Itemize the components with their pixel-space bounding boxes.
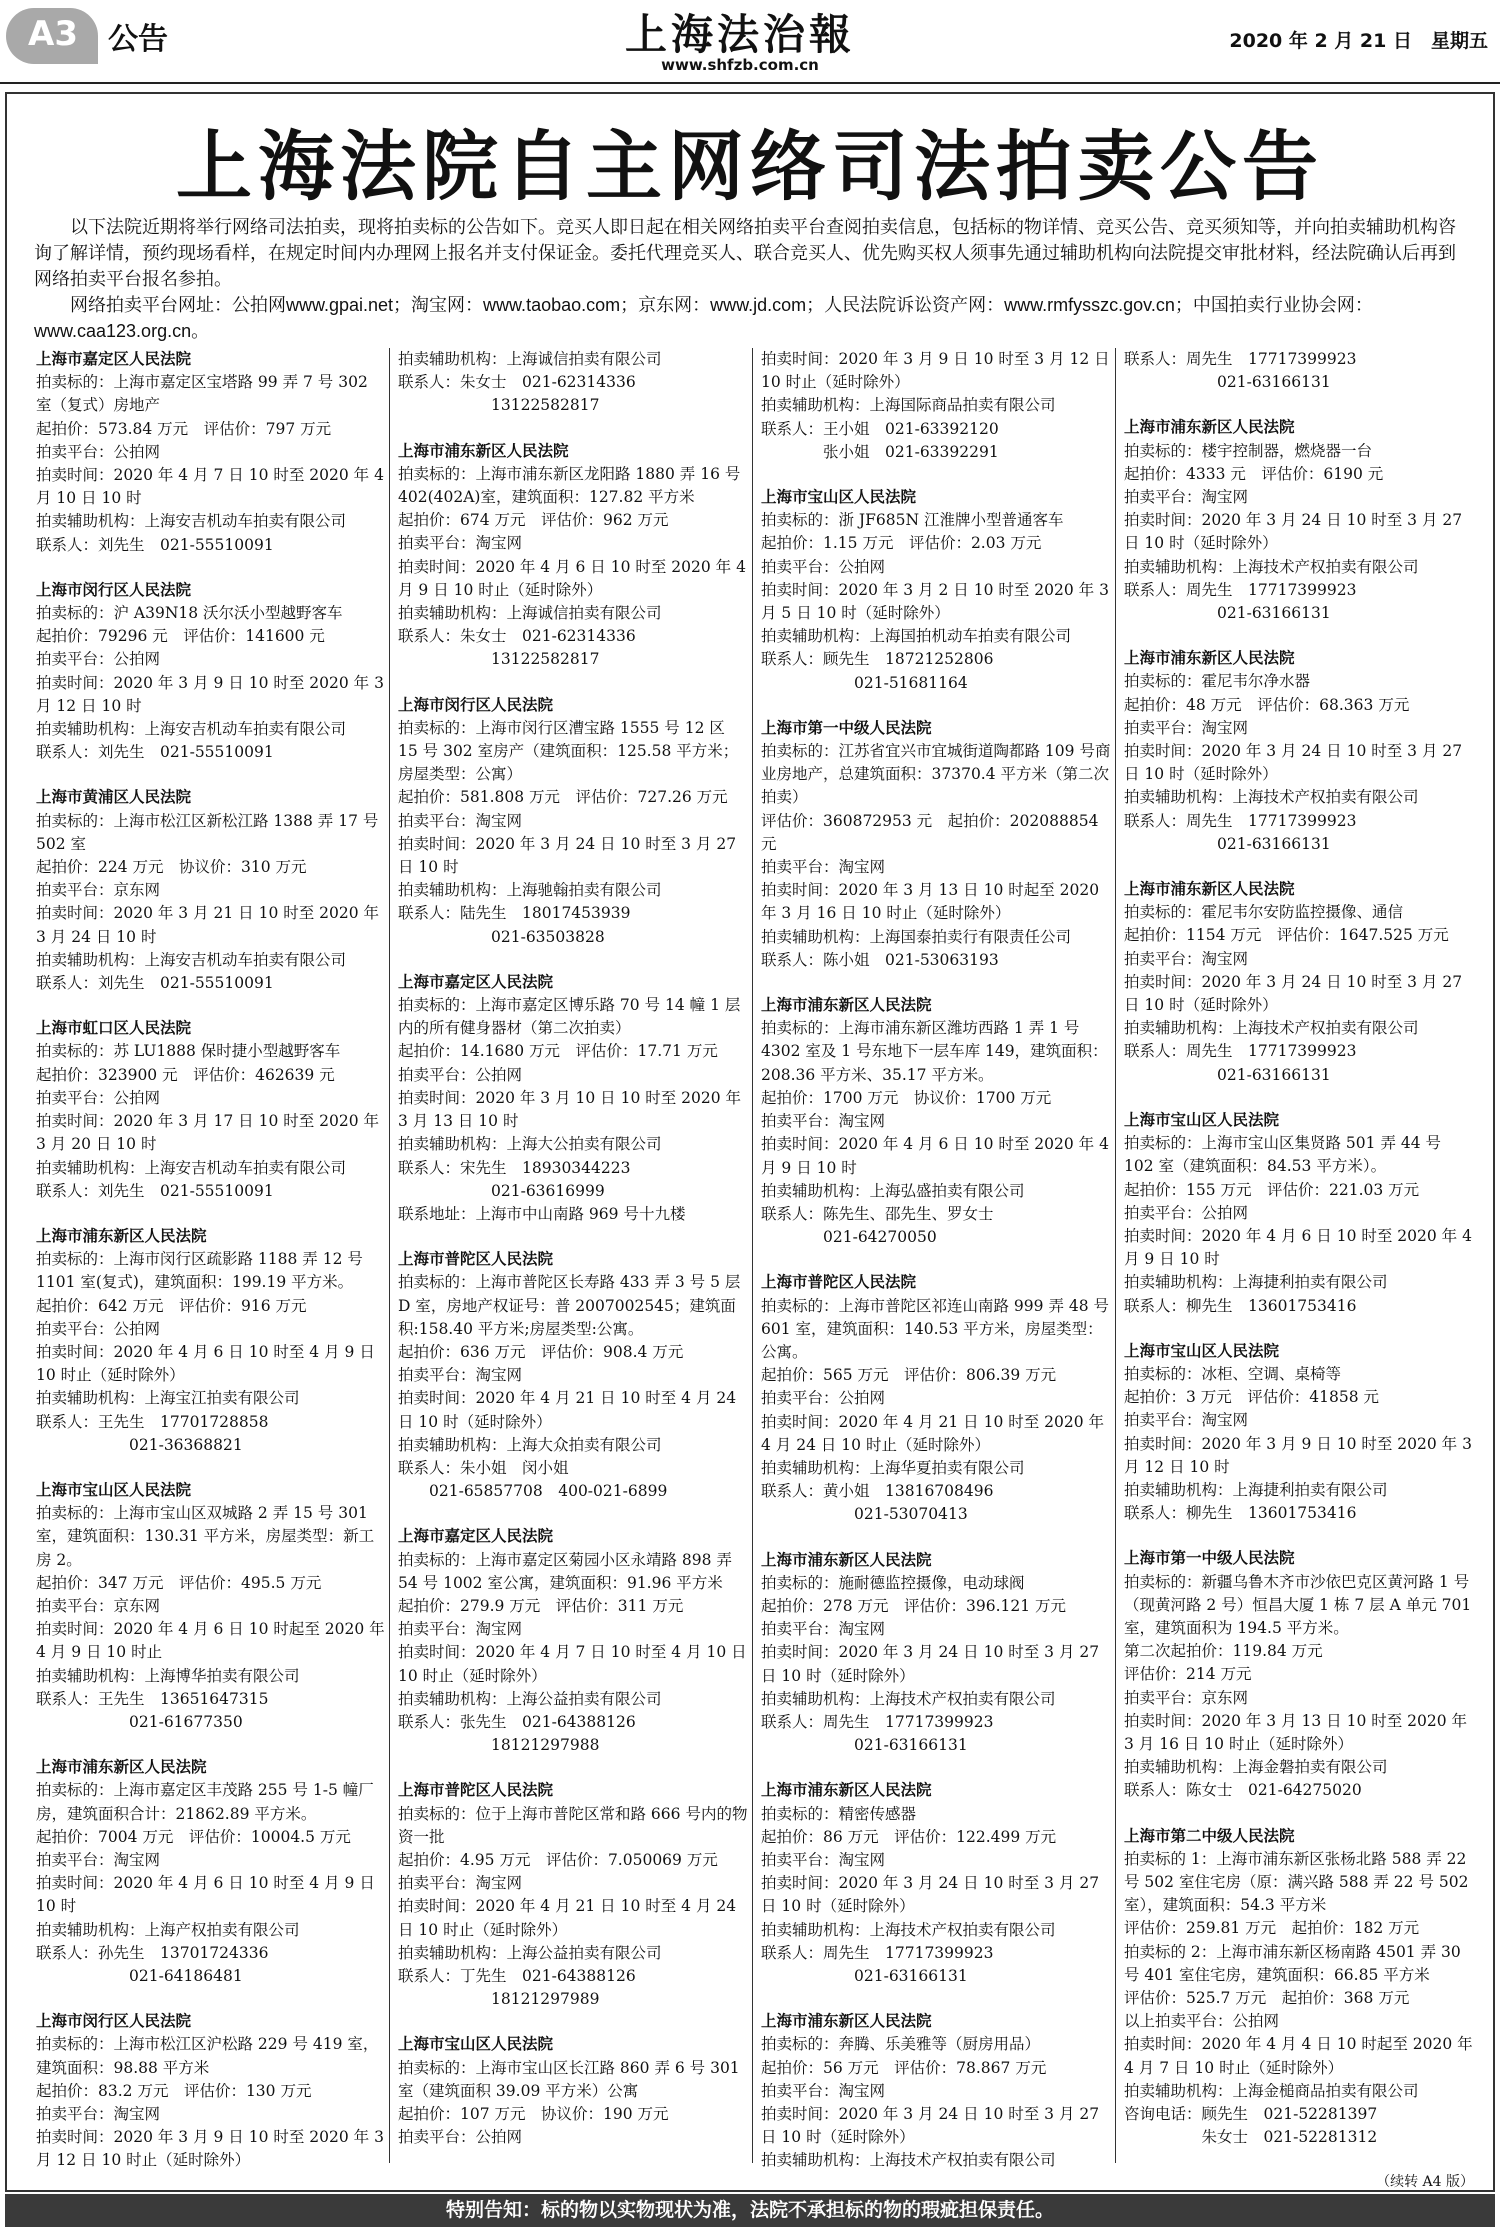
auction-notice — [1124, 416, 1474, 625]
notice-line: 联系人：周先生 17717399923 — [1124, 580, 1357, 599]
notice-line: 联系地址：上海市中山南路 969 号十九楼 — [398, 1204, 686, 1223]
notice-line: 起拍价：636 万元 评估价：908.4 万元 — [398, 1342, 684, 1361]
notice-line: 拍卖辅助机构：上海驰翰拍卖有限公司 — [398, 881, 662, 900]
court-name: 上海市浦东新区人民法院 — [1124, 649, 1295, 668]
notice-line: 拍卖标的：苏 LU1888 保时捷小型越野客车 — [36, 1042, 341, 1061]
notice-line: 联系人：刘先生 021-55510091 — [36, 1181, 274, 1200]
auction-notice — [398, 1779, 748, 2011]
notice-line: 拍卖平台：公拍网 — [36, 1088, 161, 1107]
notice-line: 拍卖平台：淘宝网 — [1124, 949, 1249, 968]
notice-line: 拍卖辅助机构：上海国泰拍卖行有限责任公司 — [761, 927, 1072, 946]
notice-line: 拍卖时间：2020 年 3 月 24 日 10 时至 3 月 27 日 10 时（延时除外） — [761, 1643, 1100, 1685]
auction-notice — [1124, 348, 1474, 394]
notice-line: 联系人：周先生 17717399923 — [1124, 1042, 1357, 1061]
notice-line: 拍卖平台：淘宝网 — [398, 1366, 523, 1385]
notice-line: 拍卖辅助机构：上海技术产权拍卖有限公司 — [1124, 1019, 1419, 1038]
notice-line: 18121297989 — [398, 1990, 600, 2009]
notice-line: 拍卖时间：2020 年 3 月 17 日 10 时至 2020 年 3 月 20 日 10 时 — [36, 1112, 380, 1154]
notice-line: 起拍价：1154 万元 评估价：1647.525 万元 — [1124, 926, 1449, 945]
notice-line: 021-53070413 — [761, 1505, 968, 1524]
notice-line: 拍卖标的：上海市嘉定区博乐路 70 号 14 幢 1 层内的所有健身器材（第二次拍卖） — [398, 996, 741, 1038]
notice-line: 拍卖辅助机构：上海宝江拍卖有限公司 — [36, 1389, 300, 1408]
notice-line: 拍卖时间：2020 年 3 月 24 日 10 时至 3 月 27 日 10 时（延时除外） — [1124, 972, 1463, 1015]
notice-line: 021-63166131 — [1124, 834, 1331, 853]
notice-line: 拍卖标的：霍尼韦尔安防监控摄像、通信 — [1124, 903, 1404, 922]
auction-notice — [36, 786, 386, 995]
court-name: 上海市浦东新区人民法院 — [1124, 880, 1295, 899]
notice-line: 拍卖标的：上海市闵行区漕宝路 1555 号 12 区 15 号 302 室房产（建筑面积：125.58 平方米；房屋类型：公寓） — [398, 718, 739, 784]
notice-line: 拍卖辅助机构：上海金磐拍卖有限公司 — [1124, 1758, 1388, 1777]
notice-line: 拍卖平台：公拍网 — [761, 1389, 886, 1408]
notice-line: 起拍价：581.808 万元 评估价：727.26 万元 — [398, 788, 728, 807]
notice-line: 021-63166131 — [761, 1736, 968, 1755]
notice-line: 起拍价：79296 元 评估价：141600 元 — [36, 627, 325, 646]
notice-line: 拍卖标的：奔腾、乐美雅等（厨房用品） — [761, 2035, 1041, 2054]
notice-line: 拍卖时间：2020 年 3 月 10 日 10 时至 2020 年 3 月 13 日 10 时 — [398, 1088, 742, 1131]
notice-line: 拍卖时间：2020 年 4 月 7 日 10 时至 2020 年 4 月 10 日 10 时 — [36, 466, 384, 508]
notice-line: 联系人：周先生 17717399923 — [761, 1943, 994, 1962]
notice-line: 拍卖标的：上海市嘉定区菊园小区永靖路 898 弄 54 号 1002 室公寓，建筑面积：91.96 平方米 — [398, 1550, 732, 1592]
notice-line: 评估价：360872953 元 起拍价：202088854 元 — [761, 811, 1099, 853]
notice-line: 联系人：陈女士 021-64275020 — [1124, 1781, 1362, 1800]
notice-line: 联系人：朱小姐 闵小姐 — [398, 1458, 569, 1477]
notice-line: 咨询电话：顾先生 021-52281397 — [1124, 2105, 1378, 2124]
continued-note: （续转 A4 版） — [1376, 2174, 1474, 2191]
auction-notice — [1124, 1109, 1474, 1318]
notice-line: 拍卖时间：2020 年 3 月 24 日 10 时至 3 月 27 日 10 时（延时除外） — [761, 1874, 1100, 1916]
notice-line: 评估价：214 万元 — [1124, 1665, 1252, 1684]
special-notice-banner: 特别告知：标的物以实物现状为准，法院不承担标的物的瑕疵担保责任。 — [5, 2194, 1495, 2227]
notice-line: 拍卖时间：2020 年 3 月 24 日 10 时至 3 月 27 日 10 时 — [398, 834, 737, 877]
notice-line: 021-63166131 — [1124, 373, 1331, 392]
auction-notice — [1124, 1825, 1474, 2150]
notice-line: 拍卖平台：公拍网 — [36, 442, 161, 461]
auction-notice — [1124, 1547, 1474, 1802]
notice-line: 拍卖平台：公拍网 — [398, 1065, 523, 1084]
notice-line: 13122582817 — [398, 396, 600, 415]
section-name: 公告 — [108, 22, 168, 57]
notice-line: 起拍价：107 万元 协议价：190 万元 — [398, 2105, 669, 2124]
notice-line: 起拍价：86 万元 评估价：122.499 万元 — [761, 1827, 1057, 1846]
notice-line: 联系人：陈小姐 021-53063193 — [761, 950, 999, 969]
notice-line: 联系人：顾先生 18721252806 — [761, 650, 994, 669]
notice-line: 拍卖标的：精密传感器 — [761, 1804, 917, 1823]
notice-line: 起拍价：347 万元 评估价：495.5 万元 — [36, 1573, 322, 1592]
notice-line: 拍卖标的：位于上海市普陀区常和路 666 号内的物资一批 — [398, 1804, 748, 1846]
notice-line: 拍卖辅助机构：上海技术产权拍卖有限公司 — [1124, 557, 1419, 576]
notice-line: 起拍价：56 万元 评估价：78.867 万元 — [761, 2058, 1047, 2077]
notice-line: 联系人：陈先生、邵先生、罗女士 — [761, 1204, 994, 1223]
notice-line: 拍卖辅助机构：上海公益拍卖有限公司 — [398, 1943, 662, 1962]
auction-notice — [761, 2010, 1111, 2172]
notice-line: 拍卖平台：淘宝网 — [36, 1850, 161, 1869]
court-name: 上海市浦东新区人民法院 — [761, 2012, 932, 2031]
notice-line: 起拍价：224 万元 协议价：310 万元 — [36, 858, 307, 877]
notice-line: 拍卖时间：2020 年 3 月 21 日 10 时至 2020 年 3 月 24 日 10 时 — [36, 904, 380, 946]
notice-line: 拍卖平台：淘宝网 — [398, 534, 523, 553]
notice-line: 起拍价：279.9 万元 评估价：311 万元 — [398, 1596, 684, 1615]
notice-line: 拍卖标的：新疆乌鲁木齐市沙依巴克区黄河路 1 号（现黄河路 2 号）恒昌大厦 1 栋 7 层 A 单元 701 室，建筑面积为 194.5 平方米。 — [1124, 1572, 1472, 1637]
notice-line: 021-65857708 400-021-6899 — [398, 1482, 668, 1501]
notice-line: 拍卖辅助机构：上海产权拍卖有限公司 — [36, 1920, 300, 1939]
notice-line: 拍卖标的：上海市宝山区双城路 2 弄 15 号 301 室，建筑面积：130.31 平方米，房屋类型：新工房 2。 — [36, 1504, 375, 1569]
notice-line: 拍卖标的：施耐德监控摄像，电动球阀 — [761, 1573, 1025, 1592]
notice-line: 起拍价：1700 万元 协议价：1700 万元 — [761, 1088, 1052, 1107]
notice-line: 拍卖平台：京东网 — [36, 1596, 161, 1615]
notice-line: 联系人：刘先生 021-55510091 — [36, 535, 274, 554]
auction-notice — [761, 1549, 1111, 1758]
notice-line: 拍卖时间：2020 年 3 月 24 日 10 时至 3 月 27 日 10 时（延时除外） — [1124, 742, 1463, 784]
court-name: 上海市浦东新区人民法院 — [761, 1550, 932, 1569]
notice-line: 拍卖平台：公拍网 — [761, 557, 886, 576]
court-name: 上海市浦东新区人民法院 — [761, 996, 932, 1015]
notice-line: 联系人：朱女士 021-62314336 — [398, 627, 636, 646]
notice-line: 联系人：刘先生 021-55510091 — [36, 974, 274, 993]
notice-line: 拍卖时间：2020 年 4 月 6 日 10 时至 2020 年 4 月 9 日 10 时 — [1124, 1226, 1472, 1269]
notice-line: 起拍价：674 万元 评估价：962 万元 — [398, 511, 669, 530]
notice-line: 拍卖标的：上海市浦东新区龙阳路 1880 弄 16 号 402(402A)室，建筑面积：127.82 平方米 — [398, 464, 741, 507]
notice-line: 拍卖辅助机构：上海安吉机动车拍卖有限公司 — [36, 950, 347, 969]
notice-line: 起拍价：573.84 万元 评估价：797 万元 — [36, 419, 332, 438]
newspaper-url[interactable]: www.shfzb.com.cn — [661, 56, 819, 74]
column-divider — [752, 348, 753, 2163]
notice-line: 联系人：宋先生 18930344223 — [398, 1158, 631, 1177]
auction-notice — [1124, 647, 1474, 856]
court-name: 上海市浦东新区人民法院 — [36, 1226, 207, 1245]
court-name: 上海市普陀区人民法院 — [398, 1781, 554, 1800]
page-number: A3 — [28, 14, 78, 54]
auction-notice — [398, 2033, 748, 2149]
auction-notice — [1124, 878, 1474, 1087]
notice-line: 021-61677350 — [36, 1712, 243, 1731]
court-name: 上海市浦东新区人民法院 — [36, 1758, 207, 1777]
notice-line: 拍卖平台：公拍网 — [36, 650, 161, 669]
notice-line: 021-63166131 — [1124, 604, 1331, 623]
notice-line: 拍卖平台：公拍网 — [398, 2128, 523, 2147]
notice-line: 拍卖平台：京东网 — [36, 881, 161, 900]
notice-line: 拍卖辅助机构：上海大公拍卖有限公司 — [398, 1135, 662, 1154]
court-name: 上海市虹口区人民法院 — [36, 1019, 192, 1038]
notice-line: 拍卖辅助机构：上海技术产权拍卖有限公司 — [761, 1920, 1056, 1939]
auction-notice — [761, 717, 1111, 972]
column-divider — [1115, 348, 1116, 2163]
notice-line: 拍卖辅助机构：上海捷利拍卖有限公司 — [1124, 1273, 1388, 1292]
notice-line: 拍卖辅助机构：上海技术产权拍卖有限公司 — [1124, 788, 1419, 807]
notice-line: 联系人：柳先生 13601753416 — [1124, 1504, 1357, 1523]
notice-line: 起拍价：565 万元 评估价：806.39 万元 — [761, 1366, 1057, 1385]
notice-line: 拍卖平台：淘宝网 — [1124, 488, 1249, 507]
notice-line: 拍卖标的：上海市普陀区祁连山南路 999 弄 48 号 601 室，建筑面积：140.53 平方米，房屋类型：公寓。 — [761, 1296, 1110, 1361]
notice-line: 拍卖标的：江苏省宜兴市宜城街道陶都路 109 号商业房地产，总建筑面积：37370.4 平方米（第二次拍卖） — [761, 742, 1111, 807]
notice-line: 021-63166131 — [1124, 1065, 1331, 1084]
court-name: 上海市闵行区人民法院 — [36, 580, 192, 599]
notice-line: 拍卖标的：上海市浦东新区潍坊西路 1 弄 1 号 4302 室及 1 号东地下一层车库 149，建筑面积：208.36 平方米、35.17 平方米。 — [761, 1019, 1108, 1084]
notice-line: 起拍价：14.1680 万元 评估价：17.71 万元 — [398, 1042, 718, 1061]
auction-notice — [36, 2010, 386, 2172]
notice-line: 拍卖辅助机构：上海大众拍卖有限公司 — [398, 1435, 662, 1454]
notice-line: 拍卖平台：淘宝网 — [761, 2081, 886, 2100]
court-name: 上海市嘉定区人民法院 — [36, 350, 192, 368]
notice-line: 拍卖平台：淘宝网 — [761, 1112, 886, 1131]
notice-line: 拍卖时间：2020 年 3 月 9 日 10 时至 2020 年 3 月 12 日 10 时止（延时除外） — [36, 2128, 384, 2170]
notice-line: 拍卖辅助机构：上海金槌商品拍卖有限公司 — [1124, 2081, 1419, 2100]
court-name: 上海市普陀区人民法院 — [398, 1250, 554, 1269]
notice-line: 拍卖时间：2020 年 4 月 21 日 10 时至 2020 年 4 月 24 日 10 时止（延时除外） — [761, 1412, 1105, 1454]
notice-line: 拍卖时间：2020 年 3 月 24 日 10 时至 3 月 27 日 10 时（延时除外） — [1124, 511, 1463, 553]
masthead — [0, 0, 1500, 84]
notice-line: 拍卖时间：2020 年 3 月 9 日 10 时至 3 月 12 日 10 时止（延时除外） — [761, 350, 1110, 392]
notice-line: 拍卖时间：2020 年 3 月 9 日 10 时至 2020 年 3 月 12 日 10 时 — [36, 673, 384, 715]
notice-line: 拍卖平台：公拍网 — [36, 1319, 161, 1338]
notice-line: 拍卖平台：淘宝网 — [761, 1850, 886, 1869]
notice-line: 联系人：孙先生 13701724336 — [36, 1943, 269, 1962]
notice-line: 起拍价：278 万元 评估价：396.121 万元 — [761, 1596, 1067, 1615]
notice-line: 拍卖时间：2020 年 3 月 24 日 10 时至 3 月 27 日 10 时（延时除外） — [761, 2105, 1100, 2147]
notice-line: 联系人：王先生 17701728858 — [36, 1412, 269, 1431]
notice-line: 拍卖辅助机构：上海国拍机动车拍卖有限公司 — [761, 627, 1072, 646]
newspaper-logo: 上海法治報 — [624, 10, 855, 59]
notice-line: 18121297988 — [398, 1736, 600, 1755]
notice-line: 起拍价：7004 万元 评估价：10004.5 万元 — [36, 1827, 351, 1846]
notice-line: 联系人：柳先生 13601753416 — [1124, 1296, 1357, 1315]
notice-line: 第二次起拍价：119.84 万元 — [1124, 1642, 1323, 1661]
auction-notice — [398, 971, 748, 1226]
court-name: 上海市嘉定区人民法院 — [398, 972, 554, 991]
notice-line: 拍卖时间：2020 年 4 月 6 日 10 时起至 2020 年 4 月 9 日 10 时止 — [36, 1620, 385, 1662]
column-divider — [389, 348, 390, 2163]
notice-line: 拍卖标的：霍尼韦尔净水器 — [1124, 672, 1311, 691]
court-name: 上海市第二中级人民法院 — [1124, 1826, 1295, 1845]
notice-line: 13122582817 — [398, 650, 600, 669]
notice-line: 拍卖平台：淘宝网 — [761, 1620, 886, 1639]
notice-line: 021-36368821 — [36, 1435, 243, 1454]
masthead-rule — [0, 82, 1500, 84]
notice-line: 拍卖标的：上海市宝山区集贤路 501 弄 44 号 102 室（建筑面积：84.53 平方米）。 — [1124, 1134, 1442, 1176]
court-name: 上海市浦东新区人民法院 — [1124, 418, 1295, 437]
auction-notice — [36, 1017, 386, 1203]
notice-line: 拍卖辅助机构：上海捷利拍卖有限公司 — [1124, 1480, 1388, 1499]
court-name: 上海市浦东新区人民法院 — [398, 441, 569, 460]
notice-line: 拍卖辅助机构：上海安吉机动车拍卖有限公司 — [36, 512, 347, 531]
auction-notice — [36, 579, 386, 765]
notice-line: 021-64186481 — [36, 1967, 243, 1985]
notice-line: 拍卖辅助机构：上海华夏拍卖有限公司 — [761, 1458, 1025, 1477]
notice-line: 起拍价：83.2 万元 评估价：130 万元 — [36, 2081, 312, 2100]
notice-line: 联系人：张先生 021-64388126 — [398, 1712, 636, 1731]
notice-line: 拍卖时间：2020 年 4 月 21 日 10 时至 4 月 24 日 10 时（延时除外） — [398, 1389, 737, 1431]
notice-line: 起拍价：155 万元 评估价：221.03 万元 — [1124, 1180, 1420, 1199]
notice-line: 021-63616999 — [398, 1181, 605, 1200]
notice-line: 021-64270050 — [761, 1228, 937, 1247]
notice-line: 拍卖时间：2020 年 4 月 7 日 10 时至 4 月 10 日 10 时止（延时除外） — [398, 1643, 747, 1685]
notice-line: 起拍价：4.95 万元 评估价：7.050069 万元 — [398, 1850, 718, 1869]
auction-notice — [36, 1756, 386, 1988]
auction-notice — [36, 1225, 386, 1457]
auction-notice — [1124, 1340, 1474, 1526]
notice-line: 拍卖标的：浙 JF685N 江淮牌小型普通客车 — [761, 511, 1064, 530]
notice-line: 拍卖时间：2020 年 4 月 21 日 10 时至 4 月 24 日 10 时止（延时除外） — [398, 1897, 737, 1939]
notice-line: 拍卖标的：沪 A39N18 沃尔沃小型越野客车 — [36, 604, 343, 623]
notice-line: 拍卖时间：2020 年 4 月 4 日 10 时起至 2020 年 4 月 7 日 10 时止（延时除外） — [1124, 2035, 1473, 2077]
notice-line: 拍卖标的 1：上海市浦东新区张杨北路 588 弄 22 号 502 室住宅房（原：满兴路 588 弄 22 号 502 室），建筑面积：54.3 平方米 — [1124, 1849, 1469, 1915]
notice-line: 联系人：周先生 17717399923 — [761, 1712, 994, 1731]
notice-line: 拍卖辅助机构：上海博华拍卖有限公司 — [36, 1666, 300, 1685]
notice-line: 拍卖时间：2020 年 3 月 9 日 10 时至 2020 年 3 月 12 日 10 时 — [1124, 1434, 1472, 1476]
notice-line: 拍卖平台：公拍网 — [1124, 1203, 1249, 1222]
notice-line: 拍卖平台：淘宝网 — [36, 2105, 161, 2124]
notice-line: 联系人：朱女士 021-62314336 — [398, 373, 636, 392]
notice-line: 拍卖时间：2020 年 4 月 6 日 10 时至 4 月 9 日 10 时 — [36, 1874, 375, 1916]
notice-line: 评估价：525.7 万元 起拍价：368 万元 — [1124, 1989, 1410, 2007]
notice-line: 拍卖辅助机构：上海国际商品拍卖有限公司 — [761, 396, 1056, 415]
court-name: 上海市浦东新区人民法院 — [761, 1781, 932, 1800]
notice-line: 拍卖辅助机构：上海安吉机动车拍卖有限公司 — [36, 720, 347, 739]
court-name: 上海市黄浦区人民法院 — [36, 788, 192, 807]
court-name: 上海市闵行区人民法院 — [398, 695, 554, 714]
notice-column-1 — [36, 348, 386, 2195]
notice-line: 起拍价：3 万元 评估价：41858 元 — [1124, 1388, 1380, 1407]
auction-notice — [398, 1248, 748, 1503]
auction-notice — [761, 348, 1111, 464]
notice-line: 联系人：黄小姐 13816708496 — [761, 1482, 994, 1501]
notice-line: 拍卖标的：上海市宝山区长江路 860 弄 6 号 301 室（建筑面积 39.09 平方米）公寓 — [398, 2058, 740, 2100]
court-name: 上海市宝山区人民法院 — [1124, 1110, 1280, 1129]
notice-line: 拍卖时间：2020 年 3 月 13 日 10 时起至 2020 年 3 月 16 日 10 时止（延时除外） — [761, 881, 1100, 923]
notice-line: 拍卖平台：淘宝网 — [1124, 718, 1249, 737]
intro-paragraph: 以下法院近期将举行网络司法拍卖，现将拍卖标的公告如下。竞买人即日起在相关网络拍卖平台查阅拍卖信息，包括标的物详情、竞买公告、竞买须知等，并向拍卖辅助机构咨询了解详情，预约现场看样，在规定时间内办理网上报名并支付保证金。委托代理竞买人、联合竞买人、优先购买权人须事先通过辅助机构向法院提交审批材料，经法院确认后再到网络拍卖平台报名参拍。 — [34, 217, 1456, 289]
court-name: 上海市宝山区人民法院 — [398, 2035, 554, 2054]
notice-line: 拍卖平台：淘宝网 — [398, 811, 523, 830]
notice-line: 张小姐 021-63392291 — [761, 442, 999, 461]
notice-line: 拍卖时间：2020 年 4 月 6 日 10 时至 2020 年 4 月 9 日 10 时止（延时除外） — [398, 557, 746, 599]
notice-line: 021-51681164 — [761, 673, 968, 692]
notice-line: 拍卖辅助机构：上海公益拍卖有限公司 — [398, 1689, 662, 1708]
notice-line: 起拍价：642 万元 评估价：916 万元 — [36, 1296, 307, 1315]
notice-line: 拍卖辅助机构：上海技术产权拍卖有限公司 — [761, 2151, 1056, 2170]
notice-line: 评估价：259.81 万元 起拍价：182 万元 — [1124, 1919, 1420, 1938]
notice-line: 拍卖标的：冰柜、空调、桌椅等 — [1124, 1364, 1342, 1383]
notice-line: 联系人：王小姐 021-63392120 — [761, 419, 999, 438]
notice-line: 拍卖辅助机构：上海诚信拍卖有限公司 — [398, 604, 662, 623]
notice-line: 拍卖平台：京东网 — [1124, 1688, 1249, 1707]
notice-line: 拍卖时间：2020 年 4 月 6 日 10 时至 2020 年 4 月 9 日 10 时 — [761, 1135, 1109, 1177]
notice-line: 拍卖平台：淘宝网 — [398, 1874, 523, 1893]
auction-notice — [761, 1271, 1111, 1526]
notice-line: 拍卖标的 2：上海市浦东新区杨南路 4501 弄 30 号 401 室住宅房，建筑面积：66.85 平方米 — [1124, 1942, 1461, 1984]
page-badge — [6, 8, 98, 64]
notice-line: 021-63166131 — [761, 1967, 968, 1985]
notice-line: 起拍价：4333 元 评估价：6190 元 — [1124, 464, 1384, 483]
notice-column-2 — [398, 348, 748, 2171]
notice-line: 021-63503828 — [398, 927, 605, 946]
auction-notice — [398, 348, 748, 418]
issue-date: 2020 年 2 月 21 日 星期五 — [1229, 30, 1488, 52]
page-title: 上海法院自主网络司法拍卖公告 — [176, 122, 1324, 211]
notice-line: 拍卖标的：上海市松江区新松江路 1388 弄 17 号 502 室 — [36, 811, 379, 853]
notice-line: 拍卖标的：上海市嘉定区丰茂路 255 号 1-5 幢厂房，建筑面积合计：21862.89 平方米。 — [36, 1781, 374, 1823]
notice-line: 拍卖时间：2020 年 3 月 13 日 10 时至 2020 年 3 月 16 日 10 时止（延时除外） — [1124, 1711, 1468, 1753]
court-name: 上海市宝山区人民法院 — [1124, 1341, 1280, 1360]
notice-line: 拍卖辅助机构：上海技术产权拍卖有限公司 — [761, 1689, 1056, 1708]
notice-line: 拍卖辅助机构：上海安吉机动车拍卖有限公司 — [36, 1158, 347, 1177]
notice-column-4 — [1124, 348, 1474, 2195]
intro-paragraph-websites: 网络拍卖平台网址：公拍网www.gpai.net；淘宝网：www.taobao.com；京东网：www.jd.com；人民法院诉讼资产网：www.rmfysszc.gov.cn；中国拍卖行业协会网：www.caa123.org.cn。 — [34, 295, 1373, 341]
notice-line: 拍卖标的：楼宇控制器，燃烧器一台 — [1124, 441, 1373, 460]
auction-notice — [36, 348, 386, 557]
auction-notice — [761, 994, 1111, 1249]
court-name: 上海市闵行区人民法院 — [36, 2012, 192, 2031]
intro-text — [34, 214, 1466, 344]
notice-line: 拍卖标的：上海市普陀区长寿路 433 弄 3 号 5 层 D 室，房地产权证号：普 2007002545；建筑面积:158.40 平方米;房屋类型:公寓。 — [398, 1273, 741, 1338]
notice-column-3 — [761, 348, 1111, 2195]
auction-notice — [36, 1479, 386, 1734]
court-name: 上海市嘉定区人民法院 — [398, 1527, 554, 1546]
notice-line: 拍卖时间：2020 年 3 月 2 日 10 时至 2020 年 3 月 5 日 10 时（延时除外） — [761, 580, 1109, 623]
notice-line: 拍卖标的：上海市嘉定区宝塔路 99 弄 7 号 302 室（复式）房地产 — [36, 373, 368, 415]
notice-line: 起拍价：1.15 万元 评估价：2.03 万元 — [761, 534, 1042, 553]
notice-line: 拍卖平台：淘宝网 — [398, 1620, 523, 1639]
auction-notice — [761, 486, 1111, 695]
notice-line: 起拍价：48 万元 评估价：68.363 万元 — [1124, 695, 1410, 714]
notice-line: 拍卖标的：上海市松江区沪松路 229 号 419 室，建筑面积：98.88 平方米 — [36, 2035, 379, 2077]
notice-line: 联系人：刘先生 021-55510091 — [36, 743, 274, 762]
auction-notice — [398, 694, 748, 949]
court-name: 上海市普陀区人民法院 — [761, 1273, 917, 1292]
court-name: 上海市宝山区人民法院 — [36, 1480, 192, 1499]
auction-notice — [398, 1525, 748, 1757]
notice-line: 拍卖辅助机构：上海诚信拍卖有限公司 — [398, 350, 662, 368]
court-name: 上海市第一中级人民法院 — [761, 718, 932, 737]
notice-line: 起拍价：323900 元 评估价：462639 元 — [36, 1065, 335, 1084]
notice-line: 联系人：周先生 17717399923 — [1124, 811, 1357, 830]
notice-line: 以上拍卖平台：公拍网 — [1124, 2012, 1280, 2031]
notice-line: 拍卖平台：淘宝网 — [761, 858, 886, 877]
notice-line: 拍卖标的：上海市闵行区疏影路 1188 弄 12 号 1101 室(复式)，建筑面积：199.19 平方米。 — [36, 1250, 363, 1292]
auction-notice — [398, 440, 748, 672]
court-name: 上海市宝山区人民法院 — [761, 488, 917, 507]
notice-line: 拍卖时间：2020 年 4 月 6 日 10 时至 4 月 9 日 10 时止（延时除外） — [36, 1342, 375, 1385]
notice-line: 联系人：陆先生 18017453939 — [398, 904, 631, 923]
notice-line: 联系人：丁先生 021-64388126 — [398, 1967, 636, 1985]
notice-line: 拍卖平台：淘宝网 — [1124, 1411, 1249, 1430]
notice-line: 朱女士 021-52281312 — [1124, 2128, 1378, 2147]
notice-line: 联系人：周先生 17717399923 — [1124, 350, 1357, 368]
notice-line: 拍卖辅助机构：上海弘盛拍卖有限公司 — [761, 1181, 1025, 1200]
auction-notice — [761, 1779, 1111, 1988]
notice-line: 联系人：王先生 13651647315 — [36, 1689, 269, 1708]
court-name: 上海市第一中级人民法院 — [1124, 1549, 1295, 1568]
